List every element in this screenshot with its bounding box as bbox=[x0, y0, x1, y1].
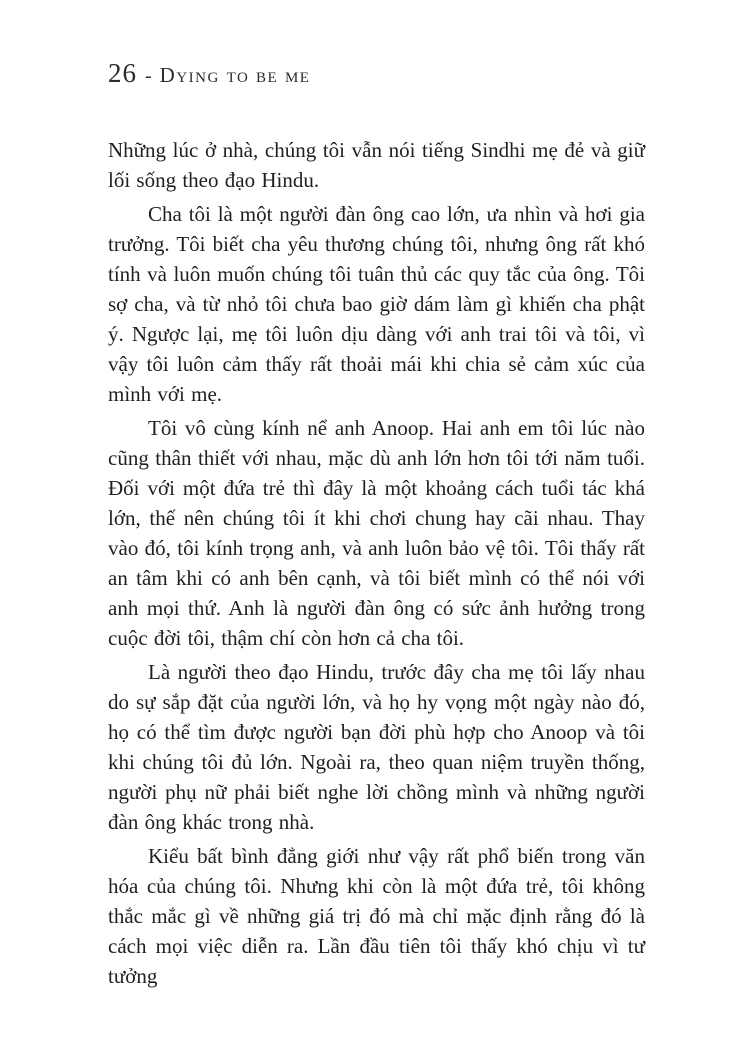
paragraph-4: Là người theo đạo Hindu, trước đây cha mẹ tôi lấy nhau do sự sắp đặt của người lớn, và họ hy vọng một ngày nào đó, họ có thể tìm được người bạn đời phù hợp cho Anoop và tôi khi chúng tôi đủ lớn. Ngoài ra, theo quan niệm truyền thống, người phụ nữ phải biết nghe lời chồng mình và những người đàn ông khác trong nhà. bbox=[108, 660, 645, 834]
paragraph-2: Cha tôi là một người đàn ông cao lớn, ưa nhìn và hơi gia trưởng. Tôi biết cha yêu thương chúng tôi, nhưng ông rất khó tính và luôn muốn chúng tôi tuân thủ các quy tắc của ông. Tôi sợ cha, và từ nhỏ tôi chưa bao giờ dám làm gì khiến cha phật ý. Ngược lại, mẹ tôi luôn dịu dàng với anh trai tôi và tôi, vì vậy tôi luôn cảm thấy rất thoải mái khi chia sẻ cảm xúc của mình với mẹ. bbox=[108, 202, 645, 406]
paragraph-1: Những lúc ở nhà, chúng tôi vẫn nói tiếng Sindhi mẹ đẻ và giữ lối sống theo đạo Hindu. bbox=[108, 138, 645, 192]
paragraph-3: Tôi vô cùng kính nể anh Anoop. Hai anh em tôi lúc nào cũng thân thiết với nhau, mặc dù anh lớn hơn tôi tới năm tuổi. Đối với một đứa trẻ thì đây là một khoảng cách tuổi tác khá lớn, thế nên chúng tôi ít khi chơi chung hay cãi nhau. Thay vào đó, tôi kính trọng anh, và anh luôn bảo vệ tôi. Tôi thấy rất an tâm khi có anh bên cạnh, và tôi biết mình có thể nói với anh mọi thứ. Anh là người đàn ông có sức ảnh hưởng trong cuộc đời tôi, thậm chí còn hơn cả cha tôi. bbox=[108, 416, 645, 650]
book-title: Dying to be me bbox=[159, 63, 311, 87]
page-body bbox=[108, 135, 645, 991]
page-number: 26 bbox=[108, 58, 137, 88]
paragraph-5: Kiểu bất bình đẳng giới như vậy rất phổ biến trong văn hóa của chúng tôi. Nhưng khi còn là một đứa trẻ, tôi không thắc mắc gì về những giá trị đó mà chỉ mặc định rằng đó là cách mọi việc diễn ra. Lần đầu tiên tôi thấy khó chịu vì tư tưởng bbox=[108, 844, 645, 988]
page-header bbox=[108, 58, 645, 89]
header-separator: - bbox=[145, 65, 152, 87]
